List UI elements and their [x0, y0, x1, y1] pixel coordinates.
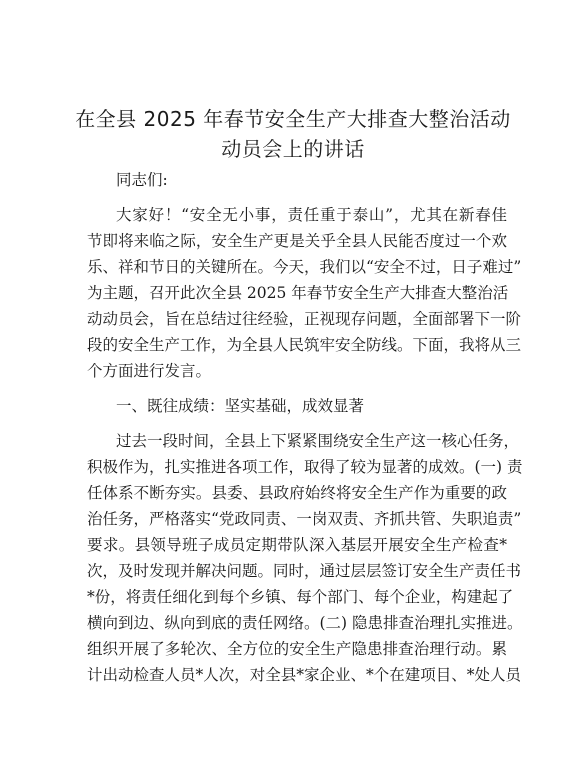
- paragraph-line: 为主题，召开此次全县 2025 年春节安全生产大排查大整治活: [87, 284, 509, 302]
- paragraph-line: 要求。县领导班子成员定期带队深入基层开展安全生产检查*: [87, 536, 507, 554]
- salutation: 同志们:: [116, 171, 168, 189]
- document-title-line-1: 在全县 2025 年春节安全生产大排查大整治活动: [75, 107, 511, 131]
- paragraph-line: 乐、祥和节日的关键所在。今天，我们以“安全不过，日子难过”: [87, 258, 522, 276]
- paragraph-line: 组织开展了多轮次、全方位的安全生产隐患排查治理行动。累: [87, 640, 507, 658]
- paragraph-line: 治任务，严格落实“党政同责、一岗双责、齐抓共管、失职追责”: [87, 510, 522, 528]
- document-title-line-2: 动员会上的讲话: [221, 137, 365, 161]
- paragraph-line: 积极作为，扎实推进各项工作，取得了较为显著的成效。(一) 责: [87, 458, 523, 476]
- paragraph-line: 过去一段时间，全县上下紧紧围绕安全生产这一核心任务，: [116, 432, 520, 450]
- section-heading: 一、既往成绩：坚实基础，成效显著: [116, 397, 365, 415]
- paragraph-line: 个方面进行发言。: [87, 362, 212, 380]
- paragraph-line: 动动员会，旨在总结过往经验，正视现存问题，全面部署下一阶: [87, 310, 522, 328]
- paragraph-line: *份，将责任细化到每个乡镇、每个部门、每个企业，构建起了: [87, 588, 514, 606]
- paragraph-line: 节即将来临之际，安全生产更是关乎全县人民能否度过一个欢: [87, 232, 507, 250]
- paragraph-line: 任体系不断夯实。县委、县政府始终将安全生产作为重要的政: [87, 484, 507, 502]
- paragraph-line: 段的安全生产工作，为全县人民筑牢安全防线。下面，我将从三: [87, 336, 522, 354]
- paragraph-line: 计出动检查人员*人次，对全县*家企业、*个在建项目、*处人员: [87, 666, 522, 684]
- paragraph-line: 横向到边、纵向到底的责任网络。(二) 隐患排查治理扎实推进。: [87, 614, 523, 632]
- paragraph-line: 大家好！“安全无小事，责任重于泰山”，尤其在新春佳: [116, 206, 507, 224]
- paragraph-line: 次，及时发现并解决问题。同时，通过层层签订安全生产责任书: [87, 562, 522, 580]
